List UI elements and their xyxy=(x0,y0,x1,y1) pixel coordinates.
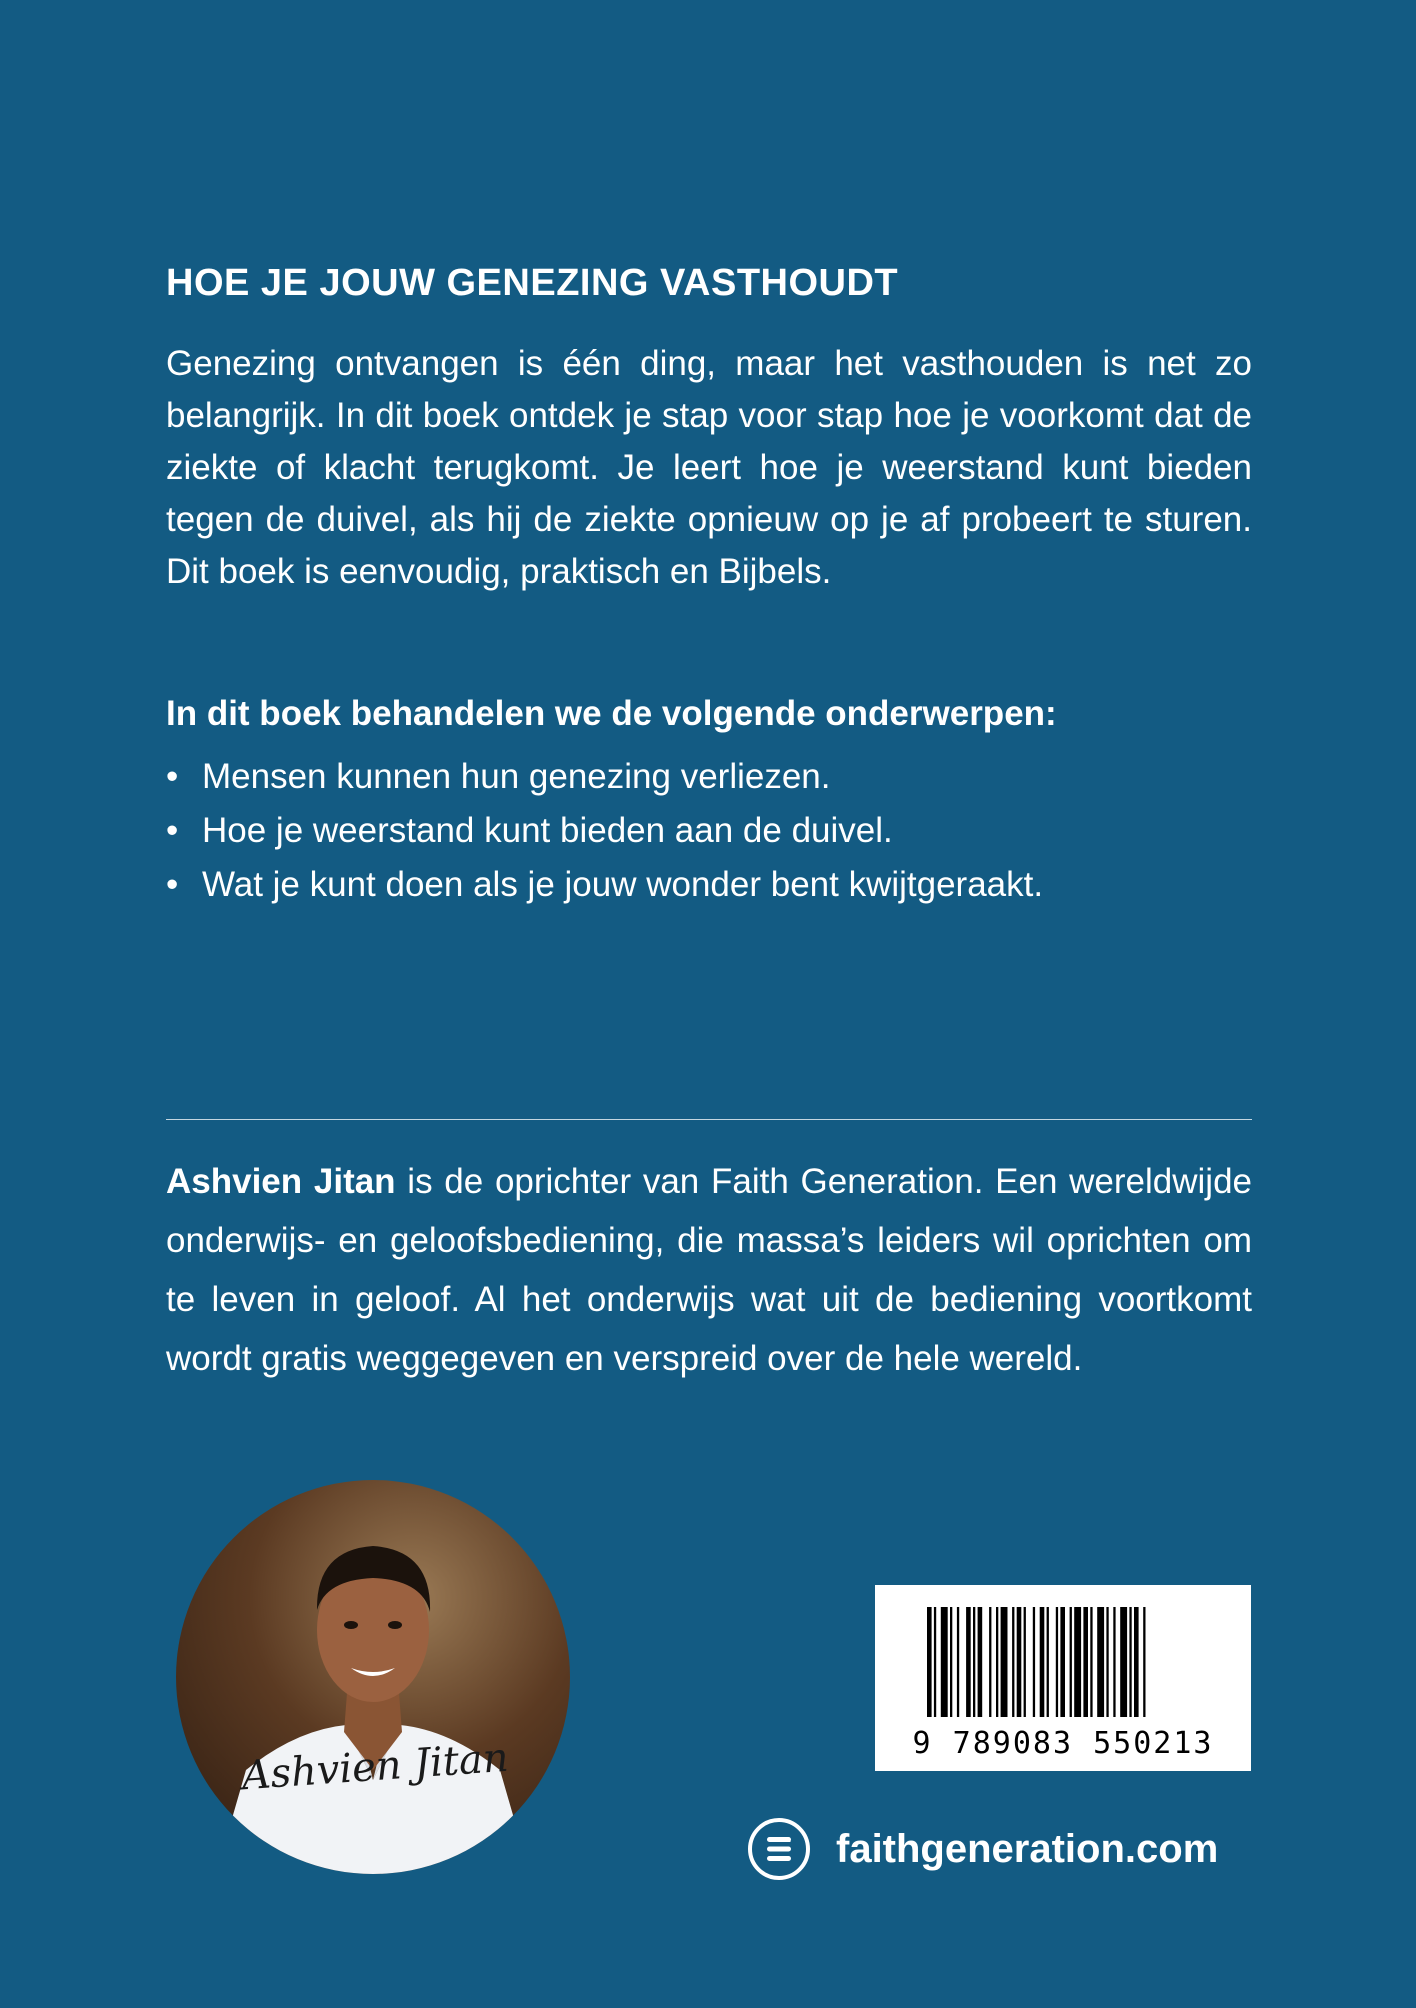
signature-layer xyxy=(176,1480,570,1874)
divider xyxy=(166,1119,1252,1120)
bullet-icon: • xyxy=(166,757,179,796)
list-item: • Mensen kunnen hun genezing verliezen. xyxy=(166,750,1043,804)
isbn-number: 9 789083 550213 xyxy=(912,1726,1214,1761)
bullet-icon: • xyxy=(166,811,179,850)
isbn-barcode xyxy=(875,1585,1251,1771)
intro-paragraph: Genezing ontvangen is één ding, maar het vasthouden is net zo belangrijk. In dit boek ontdek je stap voor stap hoe je voorkomt dat de ziekte of klacht terugkomt. Je leert hoe je weerstand kunt bieden tegen de duivel, als hij de ziekte opnieuw op je af probeert te sturen. Dit boek is eenvoudig, praktisch en Bijbels. xyxy=(166,344,1252,591)
author-bio-text: is de oprichter van Faith Generation. Een wereldwijde onderwijs- en geloofsbediening, die massa’s leiders wil oprichten om te leven in geloof. Al het onderwijs wat uit de bediening voortkomt wordt gratis weggegeven en verspreid over de hele wereld. xyxy=(166,1162,1252,1378)
topics-title: In dit boek behandelen we de volgende onderwerpen: xyxy=(166,694,1057,733)
author-signature: Ashvien Jitan xyxy=(240,1734,510,1800)
website-url[interactable]: faithgeneration.com xyxy=(836,1826,1219,1871)
faithgeneration-logo-icon xyxy=(748,1818,810,1880)
website[interactable] xyxy=(748,1818,1218,1880)
author-name: Ashvien Jitan xyxy=(166,1162,396,1201)
author-bio xyxy=(166,1152,1252,1388)
author-portrait xyxy=(176,1480,570,1874)
list-item: • Hoe je weerstand kunt bieden aan de duivel. xyxy=(166,804,1043,858)
bullet-icon: • xyxy=(166,865,179,904)
book-heading: HOE JE JOUW GENEZING VASTHOUDT xyxy=(166,262,899,304)
list-item: • Wat je kunt doen als je jouw wonder bent kwijtgeraakt. xyxy=(166,858,1043,912)
topics-list xyxy=(166,750,1043,912)
